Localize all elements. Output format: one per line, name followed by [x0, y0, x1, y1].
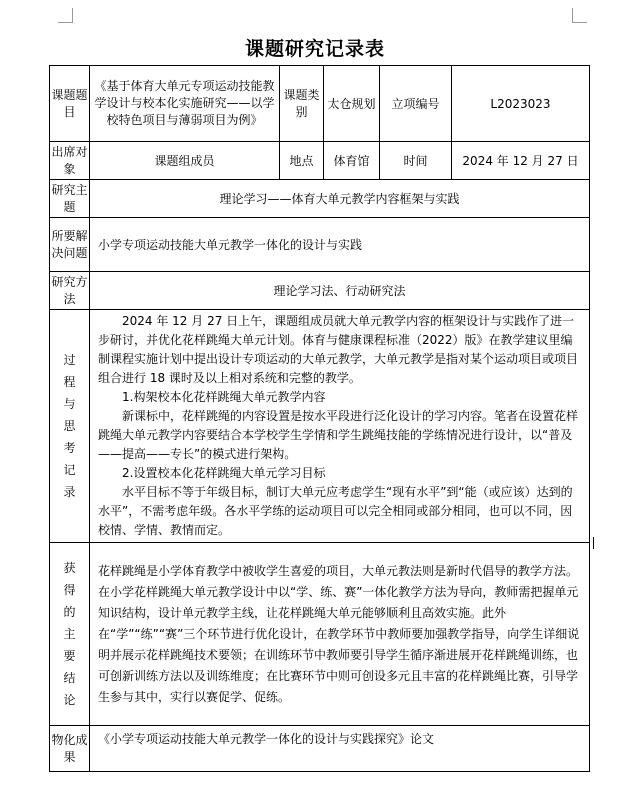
row-conclusion: [50, 543, 590, 726]
research-topic-value[interactable]: 理论学习——体育大单元教学内容框架与实践: [90, 180, 590, 218]
attendees-label: 出席对象: [50, 142, 90, 180]
row-research-topic: [50, 180, 590, 218]
row-method: [50, 272, 590, 310]
row-outcome: [50, 726, 590, 772]
margin-corner-top-right: [572, 8, 587, 23]
category-label: 课题类别: [280, 66, 324, 142]
location-value[interactable]: 体育馆: [324, 142, 380, 180]
conclusion-label: [50, 543, 90, 726]
process-heading-2: 2.设置校本化花样跳绳大单元学习目标: [122, 466, 326, 480]
row-topic: [50, 66, 590, 142]
method-label: 研究方法: [50, 272, 90, 310]
process-heading-1: 1.构架校本化花样跳绳大单元教学内容: [122, 390, 326, 404]
margin-corner-top-left: [58, 8, 73, 23]
location-label: 地点: [280, 142, 324, 180]
process-paragraph: 水平目标不等于年级目标，制订大单元应考虑学生“现有水平”到“能（或应该）达到的水平”，不需考虑年级。各水平学练的运动项目可以完全相同或部分相同，也可以不同，因校情、学情、教情而定。: [98, 485, 573, 537]
conclusion-value[interactable]: 花样跳绳是小学体育教学中被收学生喜爱的项目，大单元教法则是新时代倡导的教学方法。在小学花样跳绳大单元教学设计中以“学、练、赛”一体化教学方法为导向，教师需把握单元知识结构，设计单元教学主线，让花样跳绳大单元能够顺利且高效实施。此外在“学”“练”“赛”三个环节进行优化设计，在教学环节中教师要加强教学指导，向学生详细说明并展示花样跳绳技术要领；在训练环节中教师要引导学生循序渐进展开花样跳绳训练，也可创新训练方法以及训练维度；在比赛环节中则可创设多元且丰富的花样跳绳比赛，引导学生参与其中，实行以赛促学、促练。: [90, 543, 590, 726]
row-process: [50, 310, 590, 543]
topic-value[interactable]: 《基于体育大单元专项运动技能教学设计与校本化实施研究——以学校特色项目与薄弱项目为例》: [90, 66, 280, 142]
row-meeting: [50, 142, 590, 180]
process-label: [50, 310, 90, 543]
attendees-value[interactable]: 课题组成员: [90, 142, 280, 180]
text-cursor: [593, 537, 594, 549]
document-title: 课题研究记录表: [244, 38, 385, 60]
problem-value[interactable]: 小学专项运动技能大单元教学一体化的设计与实践: [90, 218, 590, 272]
project-no-value[interactable]: L2023023: [452, 66, 590, 142]
process-paragraph: 2024 年 12 月 27 日上午，课题组成员就大单元教学内容的框架设计与实践作了进一步研讨，并优化花样跳绳大单元计划。体育与健康课程标准（2022）版》在教学建议里编制课程实施计划中提出设计专项运动的大单元教学，大单元教学是指对某个运动项目或项目组合进行 18 课时及以上相对系统和完整的教学。: [98, 314, 579, 385]
conclusion-label-text: 获得的主要结论: [63, 561, 76, 707]
problem-label: 所要解决问题: [50, 218, 90, 272]
method-value[interactable]: 理论学习法、行动研究法: [90, 272, 590, 310]
process-paragraph: 新课标中，花样跳绳的内容设置是按水平段进行泛化设计的学习内容。笔者在设置花样跳绳大单元教学内容要结合本学校学生学情和学生跳绳技能的学练情况进行设计，以“普及——提高——专长”的模式进行架构。: [98, 409, 579, 461]
record-table: [49, 65, 590, 772]
topic-label: 课题题目: [50, 66, 90, 142]
time-value[interactable]: 2024 年 12 月 27 日: [452, 142, 590, 180]
research-topic-label: 研究主题: [50, 180, 90, 218]
outcome-value[interactable]: 《小学专项运动技能大单元教学一体化的设计与实践探究》论文: [90, 726, 590, 772]
project-no-label: 立项编号: [380, 66, 452, 142]
row-problem: [50, 218, 590, 272]
time-label: 时间: [380, 142, 452, 180]
process-label-text: 过程与思考记录: [63, 353, 76, 499]
category-value[interactable]: 太仓规划: [324, 66, 380, 142]
process-content[interactable]: [90, 310, 590, 543]
outcome-label: 物化成果: [50, 726, 90, 772]
